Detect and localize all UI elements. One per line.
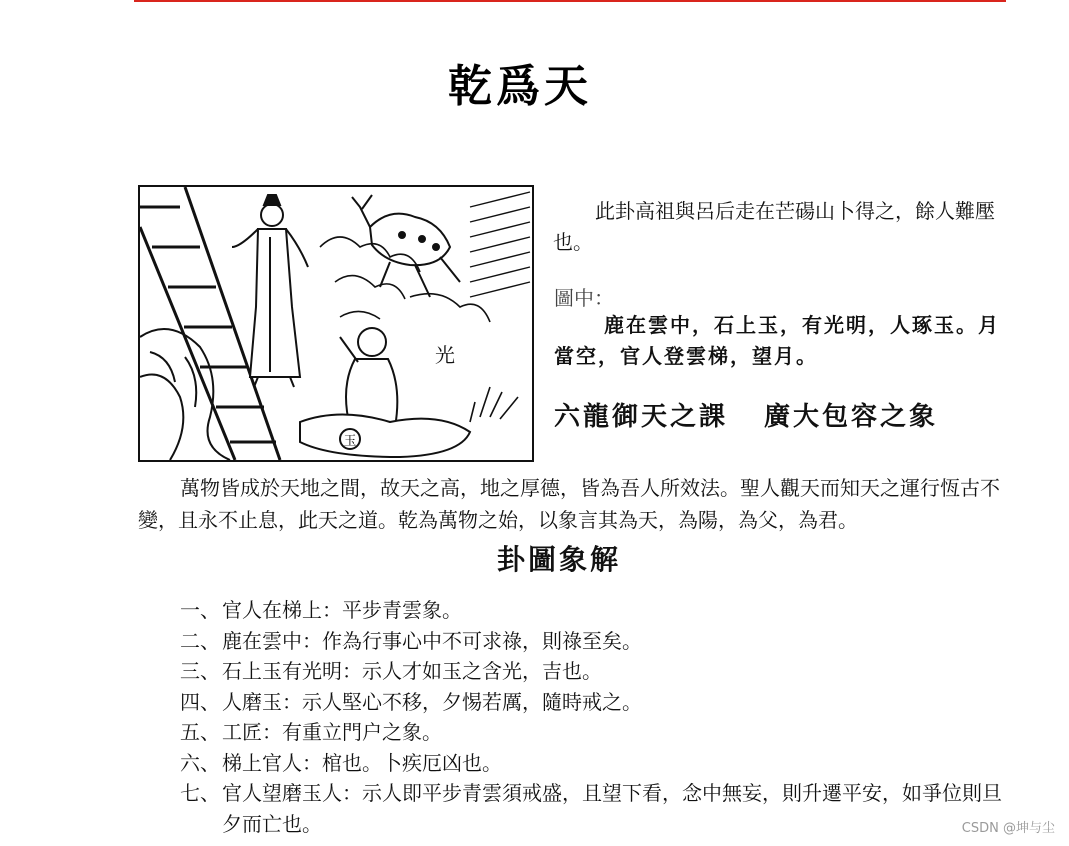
- list-item: [180, 778, 1010, 839]
- list-number: 二、: [180, 628, 220, 653]
- rain-hatching: [470, 192, 530, 297]
- list-item: [180, 687, 1010, 718]
- list-number: 一、: [180, 598, 220, 622]
- hexagram-illustration: [138, 185, 534, 462]
- intro-paragraph: 此卦高祖與呂后走在芒碭山卜得之，餘人難壓也。: [553, 199, 995, 254]
- rock-drawing: [140, 329, 230, 460]
- list-text: 石上玉有光明：示人才如玉之含光，吉也。: [222, 659, 602, 683]
- list-item: [180, 626, 1010, 657]
- section-title: 卦圖象解: [496, 543, 621, 576]
- body-paragraph: 萬物皆成於天地之間，故天之高，地之厚德，皆為吾人所效法。聖人觀天而知天之運行恆古不變，且永不止息，此天之道。乾為萬物之始，以象言其為天，為陽，為父，為君。: [138, 476, 1000, 532]
- list-item: [180, 656, 1010, 687]
- grass-drawing: [470, 387, 518, 422]
- light-label: 光: [435, 343, 455, 367]
- page-title: 乾爲天: [448, 61, 592, 112]
- list-text: 鹿在雲中：作為行事心中不可求祿，則祿至矣。: [222, 628, 642, 653]
- watermark: CSDN @坤与尘: [961, 821, 1055, 836]
- jade-label: 玉: [343, 434, 357, 449]
- list-text: 梯上官人：棺也。卜疾厄凶也。: [222, 750, 502, 775]
- top-red-rule: [134, 0, 1006, 2]
- figure-caption-text: 鹿在雲中，石上玉，有光明，人琢玉。月當空，官人登雲梯，望月。: [554, 313, 1000, 368]
- course-image: 廣大包容之象: [764, 402, 939, 432]
- figure-caption-label: 圖中：: [554, 286, 614, 310]
- list-number: 五、: [180, 720, 220, 744]
- list-item: [180, 717, 1010, 748]
- list-text: 工匠：有重立門户之象。: [222, 720, 442, 744]
- course-name: 六龍御天之課: [554, 402, 729, 432]
- interpretation-list: [180, 595, 1010, 839]
- list-text: 官人望磨玉人：示人即平步青雲須戒盛，且望下看，念中無妄，則升遷平安，如爭位則旦夕而亡也。: [222, 781, 1002, 836]
- list-item: [180, 748, 1010, 779]
- list-number: 七、: [180, 781, 220, 805]
- course-heading: [554, 396, 938, 433]
- list-text: 人磨玉：示人堅心不移，夕惕若厲，隨時戒之。: [222, 689, 642, 714]
- list-item: [180, 595, 1010, 626]
- jade-stone-drawing: [300, 415, 470, 458]
- list-number: 四、: [180, 689, 220, 714]
- list-text: 官人在梯上：平步青雲象。: [222, 598, 462, 622]
- list-number: 六、: [180, 750, 220, 775]
- list-number: 三、: [180, 659, 220, 683]
